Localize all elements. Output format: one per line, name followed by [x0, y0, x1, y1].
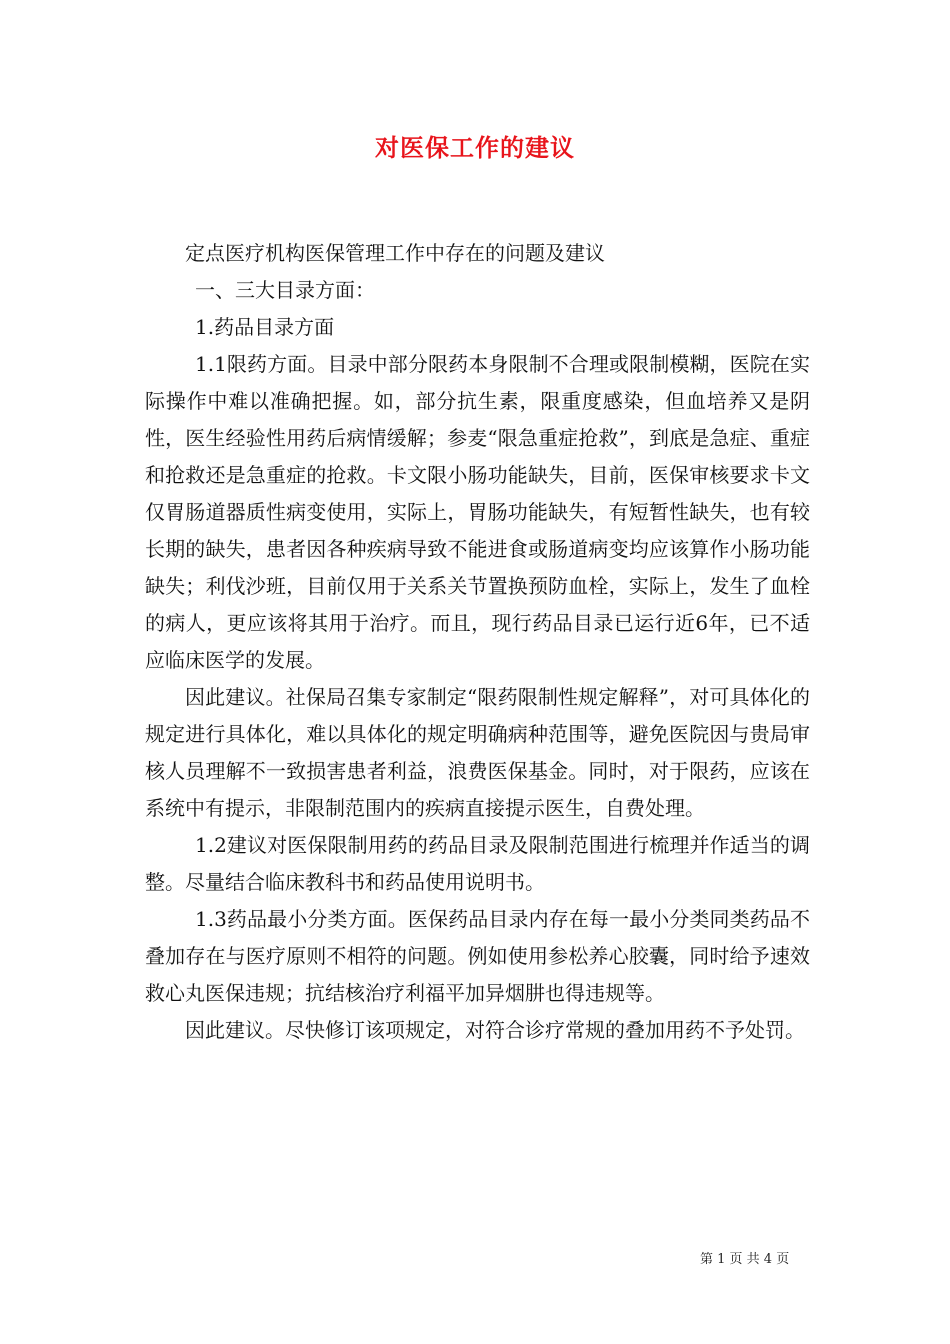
- paragraph: 因此建议。社保局召集专家制定“限药限制性规定解释”，对可具体化的规定进行具体化，难以具体化的规定明确病种范围等，避免医院因与贵局审核人员理解不一致损害患者利益，浪费医保基金。同时，对于限药，应该在系统中有提示，非限制范围内的疾病直接提示医生，自费处理。: [145, 685, 810, 820]
- section-heading: 一、三大目录方面：: [195, 278, 375, 302]
- document-title: 对医保工作的建议: [375, 133, 575, 162]
- paragraph: 1.2建议对医保限制用药的药品目录及限制范围进行梳理并作适当的调整。尽量结合临床教科书和药品使用说明书。: [145, 833, 810, 894]
- subsection-heading: 1.药品目录方面: [195, 315, 335, 339]
- document-body: [145, 235, 810, 1049]
- paragraph: 1.1限药方面。目录中部分限药本身限制不合理或限制模糊，医院在实际操作中难以准确把握。如，部分抗生素，限重度感染，但血培养又是阴性，医生经验性用药后病情缓解；参麦“限急重症抢救”，到底是急症、重症和抢救还是急重症的抢救。卡文限小肠功能缺失，目前，医保审核要求卡文仅胃肠道器质性病变使用，实际上，胃肠功能缺失，有短暂性缺失，也有较长期的缺失，患者因各种疾病导致不能进食或肠道病变均应该算作小肠功能缺失；利伐沙班，目前仅用于关系关节置换预防血栓，实际上，发生了血栓的病人，更应该将其用于治疗。而且，现行药品目录已运行近6年，已不适应临床医学的发展。: [145, 352, 810, 672]
- paragraph: 因此建议。尽快修订该项规定，对符合诊疗常规的叠加用药不予处罚。: [185, 1018, 805, 1042]
- paragraph: 1.3药品最小分类方面。医保药品目录内存在每一最小分类同类药品不叠加存在与医疗原则不相符的问题。例如使用参松养心胶囊，同时给予速效救心丸医保违规；抗结核治疗利福平加异烟肼也得违规等。: [145, 907, 810, 1005]
- paragraph-heading: 定点医疗机构医保管理工作中存在的问题及建议: [185, 241, 605, 265]
- page-number: 第 1 页 共 4 页: [700, 1252, 790, 1267]
